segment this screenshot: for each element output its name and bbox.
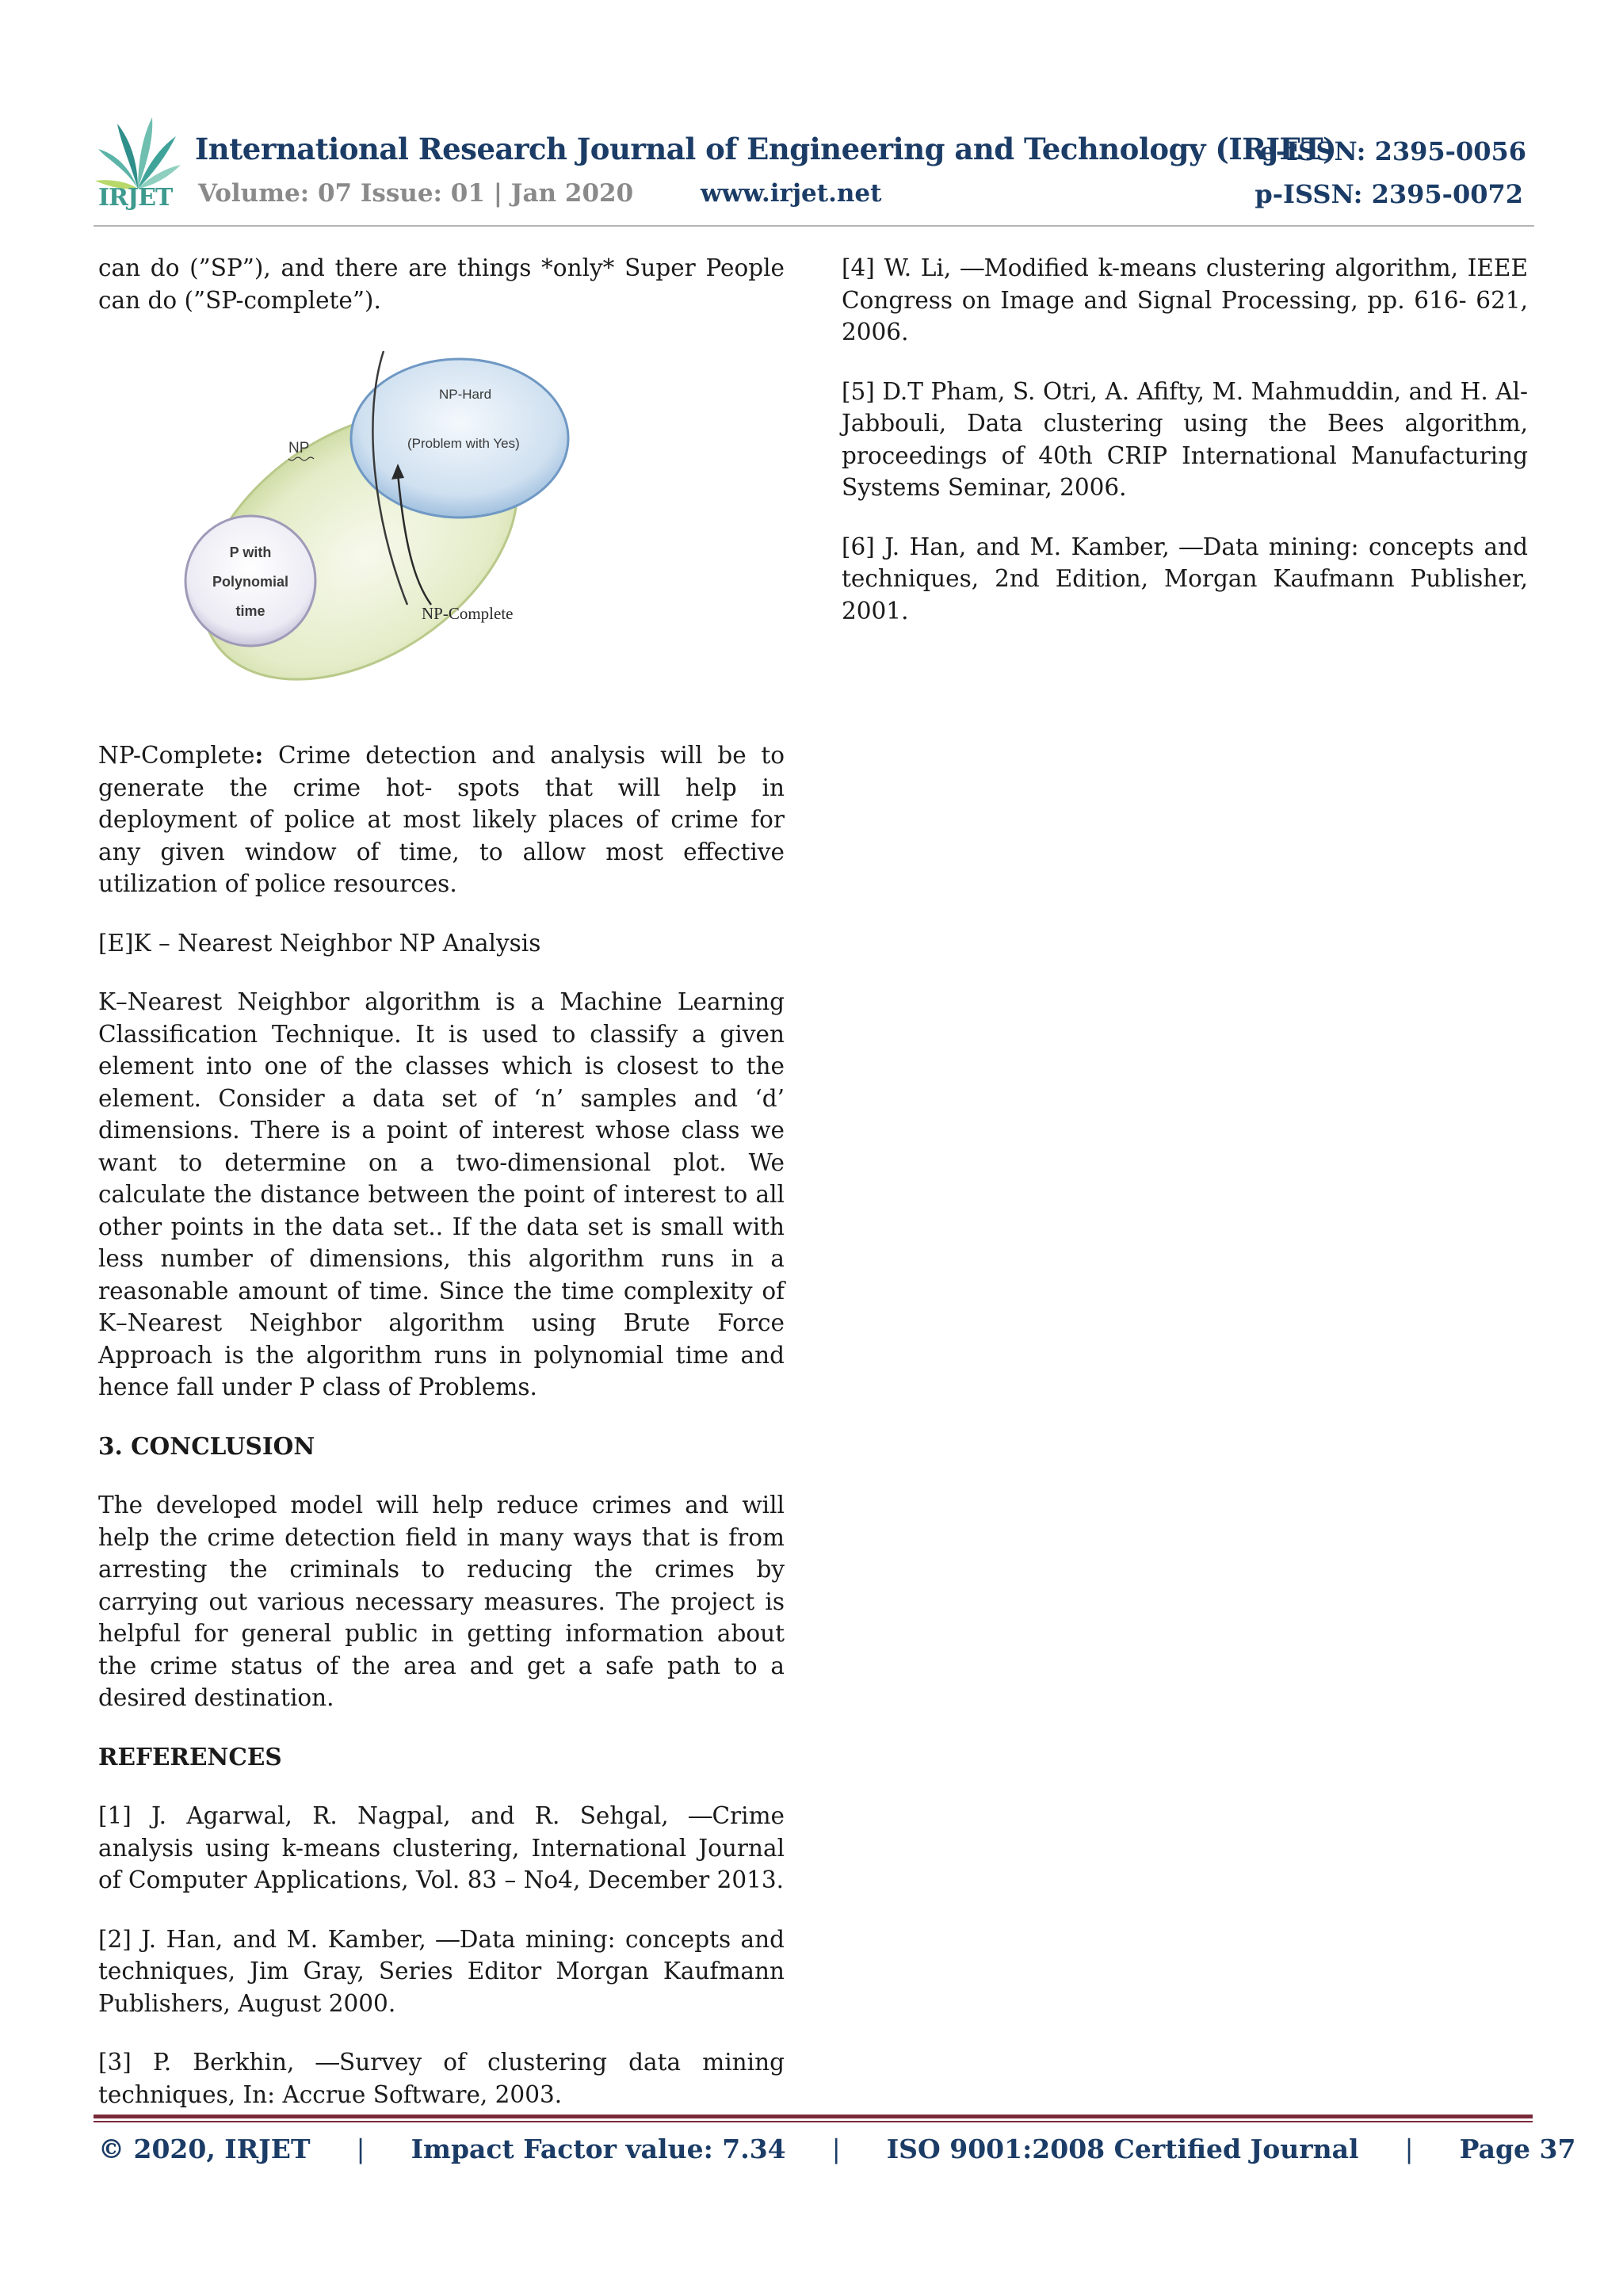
footer-divider-thick: [94, 2115, 1533, 2118]
np-label: NP: [288, 440, 310, 457]
np-complete-colon: :: [254, 741, 264, 769]
footer-iso: ISO 9001:2008 Certified Journal: [886, 2134, 1359, 2164]
np-diagram-figure: [98, 343, 785, 716]
reference-4: [4] W. Li, ―Modified k-means clustering algorithm, IEEE Congress on Image and Signal Processing, pp. 616- 621, 2006.: [842, 254, 1528, 346]
references-heading: REFERENCES: [98, 1742, 282, 1771]
reference-1: [1] J. Agarwal, R. Nagpal, and R. Sehgal, ―Crime analysis using k-means clustering, International Journal of Computer Applications, Vol. 83 – No4, December 2013.: [98, 1802, 785, 1893]
journal-website-link[interactable]: www.irjet.net: [701, 179, 882, 208]
np-hard-label: NP-Hard: [439, 387, 492, 402]
np-complexity-diagram: [170, 343, 724, 716]
reference-6: [6] J. Han, and M. Kamber, ―Data mining: concepts and techniques, 2nd Edition, Morgan Kaufmann Publisher, 2001.: [842, 533, 1528, 625]
p-label-line2: Polynomial: [212, 574, 289, 590]
p-label-line3: time: [235, 603, 265, 619]
knn-heading: [E]K – Nearest Neighbor NP Analysis: [98, 929, 541, 957]
reference-5: [5] D.T Pham, S. Otri, A. Afifty, M. Mahmuddin, and H. Al-Jabbouli, Data clustering using the Bees algorithm, proceedings of 40th CRIP International Manufacturing Systems Seminar, 2006.: [842, 377, 1528, 501]
problem-with-yes-label: (Problem with Yes): [407, 436, 520, 451]
page-footer: [98, 2134, 1575, 2164]
knn-paragraph: K–Nearest Neighbor algorithm is a Machine Learning Classification Technique. It is used to classify a given element into one of the classes which is closest to the element. Consider a data set of ‘n’ samples and ‘d’ dimensions. There is a point of interest whose class we want to determine on a two-dimensional plot. We calculate the distance between the point of interest to all other points in the data set.. If the data set is small with less number of dimensions, this algorithm runs in a reasonable amount of time. Since the time complexity of K–Nearest Neighbor algorithm using Brute Force Approach is the algorithm runs in polynomial time and hence fall under P class of Problems.: [98, 988, 785, 1400]
right-column: [842, 252, 1528, 654]
journal-title: International Research Journal of Engineering and Technology (IRJET): [195, 132, 1337, 166]
footer-impact-factor: Impact Factor value: 7.34: [411, 2134, 786, 2164]
reference-3: [3] P. Berkhin, ―Survey of clustering data mining techniques, In: Accrue Software, 2003.: [98, 2049, 785, 2108]
footer-separator: |: [356, 2134, 365, 2164]
np-complete-paragraph: [98, 739, 785, 900]
header-divider: [94, 225, 1534, 227]
footer-copyright: © 2020, IRJET: [98, 2134, 311, 2164]
volume-issue: Volume: 07 Issue: 01 | Jan 2020: [198, 179, 634, 208]
reference-2: [2] J. Han, and M. Kamber, ―Data mining: concepts and techniques, Jim Gray, Series Editor Morgan Kaufmann Publishers, August 2000.: [98, 1925, 785, 2017]
footer-separator: |: [1404, 2134, 1414, 2164]
left-column: [98, 252, 785, 2137]
footer-page-number: Page 37: [1459, 2134, 1576, 2164]
conclusion-paragraph: The developed model will help reduce crimes and will help the crime detection field in many ways that is from arresting the criminals to reducing the crimes by carrying out various necessary measures. The project is helpful for general public in getting information about the crime status of the area and get a safe path to a desired destination.: [98, 1492, 785, 1711]
pissn: p-ISSN: 2395-0072: [1254, 179, 1523, 209]
np-complete-term: NP-Complete: [98, 742, 255, 769]
conclusion-heading: 3. CONCLUSION: [98, 1431, 315, 1460]
logo-text: IRJET: [98, 184, 173, 212]
footer-separator: |: [831, 2134, 841, 2164]
footer-divider-thin: [94, 2121, 1533, 2122]
p-label-line1: P with: [229, 544, 272, 560]
np-complete-text: Crime detection and analysis will be to generate the crime hot- spots that will help in deployment of police at most likely places of crime for any given window of time, to allow most effective utilization of police resources.: [98, 742, 785, 897]
intro-paragraph: can do (”SP”), and there are things *only* Super People can do (”SP-complete”).: [98, 254, 785, 314]
eissn: e-ISSN: 2395-0056: [1259, 136, 1526, 166]
np-complete-label: NP-Complete: [422, 604, 514, 623]
